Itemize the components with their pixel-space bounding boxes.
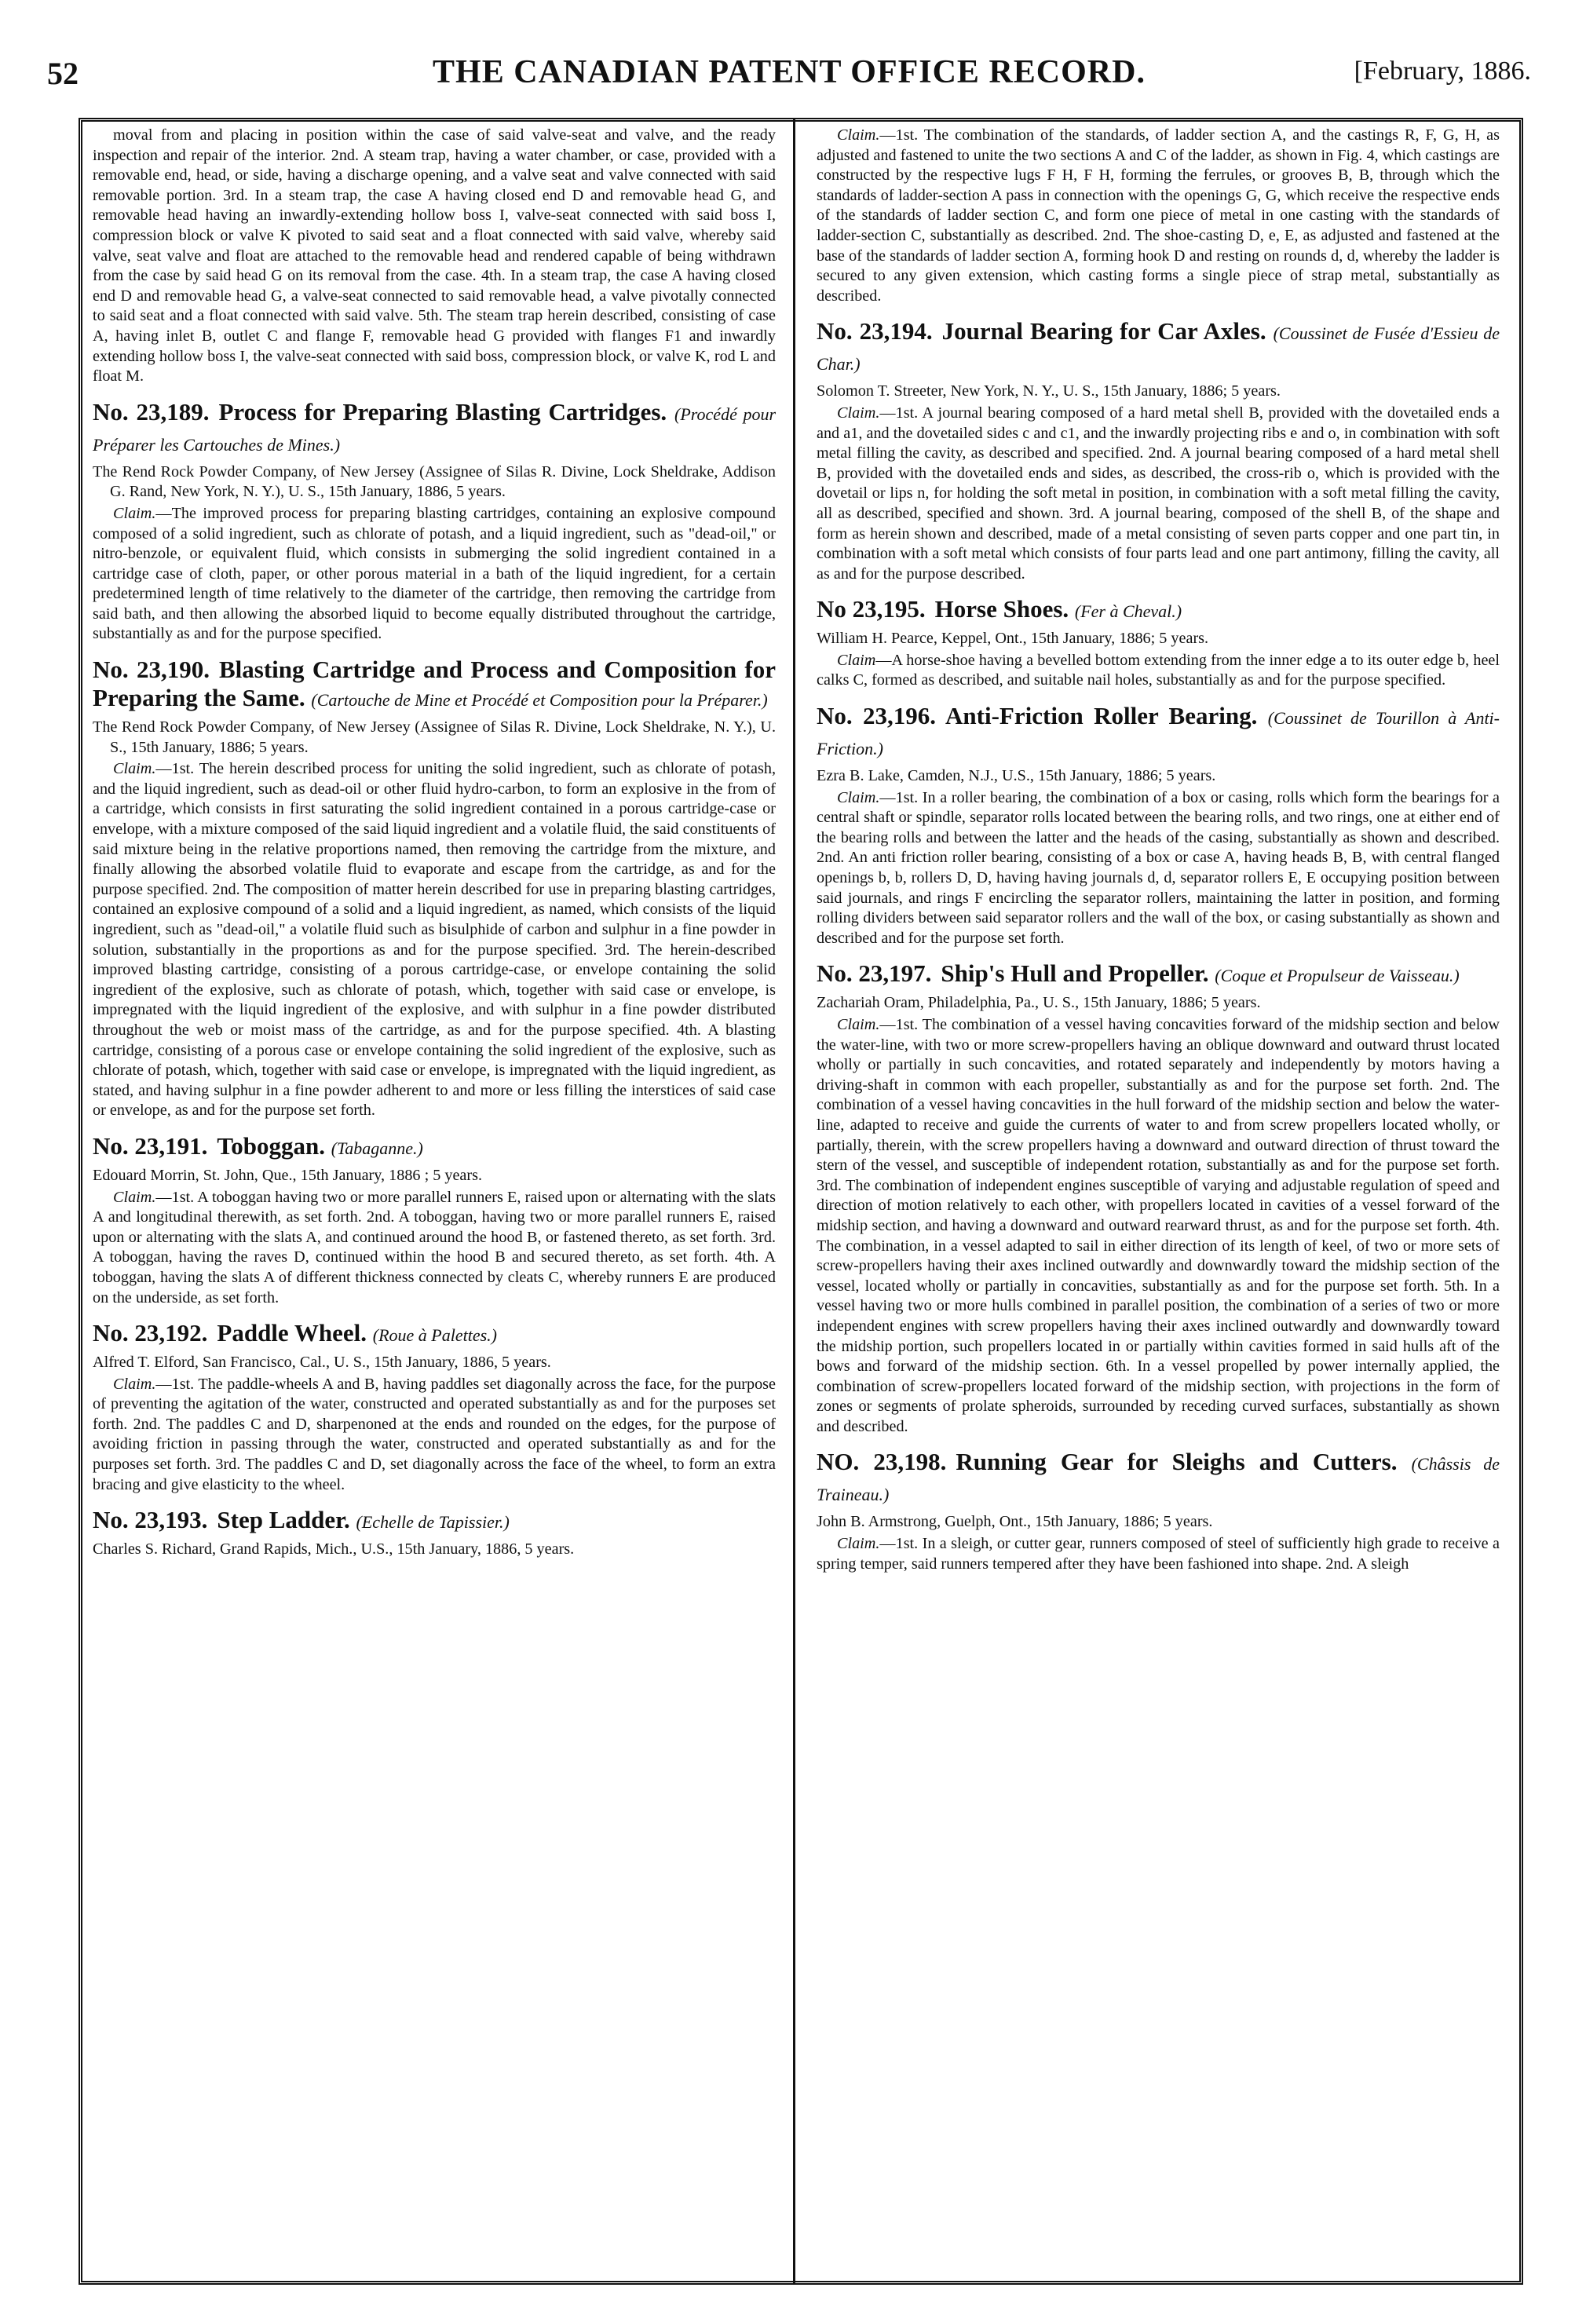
patentee-line: Solomon T. Streeter, New York, N. Y., U. S., 15th January, 1886; 5 years.: [817, 382, 1281, 400]
claim-paragraph: [817, 788, 1500, 949]
claim-text: —1st. The herein described process for uniting the solid ingredient, such as chlorate of potash, and the liquid ingredient, such as dead-oil or other fluid hydro-carbon, to form an explosive in the from of a cartridge, which consists in first saturating the solid ingredient contained in a porous cartridge-case or envelope, with a mixture composed of the said liquid ingredient and a volatile fluid, the said constituents of said mixture being in the relative proportions named, then removing the cartridge from the mixture, and finally allowing the absorbed volatile fluid to evaporate and escape from the cartridge, as and for the purpose specified. 2nd. The composition of matter herein described for use in preparing blasting cartridges, contained an explosive compound of a solid and a liquid ingredient, as named, which consists of the liquid ingredient, such as "dead-oil," a volatile fluid such as bisulphide of carbon and sulphur in a fine powder in solution, substantially in the proportions as and for the purpose specified. 3rd. The herein-described improved blasting cartridge, consisting of a porous cartridge-case, or envelope containing the solid ingredient of the explosive, such as chlorate of potash, which, together with said case or envelope, is impregnated with the liquid ingredient of the explosive, and with sulphur in a fine powder distributed throughout the web or moist mass of the cartridge, as and for the purpose specified. 4th. A blasting cartridge, consisting of a porous case or envelope containing the solid ingredient of the explosive, such as chlorate of potash, which, together with said case or envelope, is impregnated with the liquid ingredient, as stated, and having sulphur in a fine powder adherent to and more or less filling the interstices of said case or envelope, as and for the purpose set forth.: [93, 760, 776, 1120]
patent-number: No. 23,197.: [817, 959, 932, 988]
patent-title: Running Gear for Sleighs and Cutters.: [956, 1448, 1398, 1476]
claim-text: —A horse-shoe having a bevelled bottom extending from the inner edge a to its outer edge b, heel calks C, formed as described, and suitable nail holes, substantially as and for the purpose specified.: [817, 651, 1500, 689]
claim-text: —1st. The combination of a vessel having concavities forward of the midship section and below the water-line, with two or more screw-propellers having an oblique downward and outward thrust located wholly or partially in such concavities, and rotated separately and independently by motors having a driving-shaft in common with each propeller, substantially as and for the purpose set forth. 2nd. The combination of a vessel having concavities in the hull forward of the midship section and below the water-line, adapted to receive and guide the currents of water to and from screw propellers located wholly, or partially, therein, with the screw propellers having a downward and outward direction of thrust toward the stern of the vessel, and susceptible of independent rotation, substantially as and for the purpose set forth. 3rd. The combination of independent engines susceptible of varying and adjustable regulation of speed and direction of motion relatively to each other, with propellers located in cavities of a vessel forward of the midship section, and having a downward and outward rearward thrust, as and for the purpose set forth. 4th. The combination, in a vessel adapted to sail in either direction of its length of keel, of two or more sets of screw-propellers having their axes inclined outwardly and downwardly toward the midship section of the vessel, located wholly or partially in concavities, substantially as and for the purpose set forth. 5th. In a vessel having two or more hulls combined in parallel position, the combination of a series of two or more independent engines with screw propellers having their axes inclined outwardly and downwardly toward the midship portion, such propellers located in or partially within cavities formed in said hulls aft of the bows and forward of the midship section. 6th. In a vessel propelled by power internally applied, the combination of screw-propellers located forward of the midship section, with projections in the form of zones or segments of prolate spheroids, surrounded by receding curved surfaces, substantially as shown and described.: [817, 1016, 1500, 1435]
claim-text: —1st. The combination of the standards, of ladder section A, and the castings R, F, G, H, as adjusted and fastened to unite the two sections A and C of the ladder, as shown in Fig. 4, which castings are constructed by the respective lugs F H, F H, forming the ferrules, or grooves B, B, through which the standards of ladder-section A pass in connection with the openings G, G, which receive the respective ends of the standards of ladder section C, and form one piece of metal in one casting with the standards of ladder-section C, substantially as described. 2nd. The shoe-casting D, e, E, as adjusted and fastened at the base of the standards of ladder section A, forming hook D and resting on rounds d, d, whereby the ladder is secured to any given extension, which casting forms a single piece of strap metal, substantially as described.: [817, 126, 1500, 305]
left-entries: [93, 398, 776, 1560]
french-title: (Cartouche de Mine et Procédé et Composition pour la Préparer.): [311, 690, 768, 711]
patent-number: No. 23,196.: [817, 702, 937, 730]
claim-text: —1st. A journal bearing composed of a hard metal shell B, provided with the dovetailed ends a and a1, and the dovetailed sides c and c1, and the inwardly projecting ribs e and o, in combination with soft metal filling the cavity, as described and specified. 2nd. A journal bearing composed of a hard metal shell B, provided with the dovetailed ends and sides, as described, the cross-rib o, which is provided with the dovetail or lips n, for holding the soft metal in position, in combination with a soft metal filling the cavity, all as described, specified and shown. 3rd. A journal bearing, composed of the shell B, of the shape and form as herein shown and described, made of a metal consisting of seven parts copper and one part tin, in combination with a soft metal which consists of four parts lead and one part antimony, filling the cavity, all as and for the purpose described.: [817, 404, 1500, 583]
claim-paragraph: [817, 1015, 1500, 1437]
claim-label: Claim.: [837, 1535, 880, 1553]
french-title: (Coussinet de Tourillon à Anti-Friction.): [817, 708, 1500, 759]
right-column: [817, 126, 1500, 2277]
claim-paragraph: [93, 1375, 776, 1496]
patentee-line: The Rend Rock Powder Company, of New Jersey (Assignee of Silas R. Divine, Lock Sheldrake, N. Y.), U. S., 15th January, 1886; 5 years.: [93, 718, 776, 756]
claim-paragraph: [817, 651, 1500, 691]
patent-title: Blasting Cartridge and Process and Composition for Preparing the Same.: [93, 656, 776, 712]
claim-label: Claim.: [113, 1375, 156, 1393]
patent-entry: [93, 398, 776, 645]
patent-number: NO. 23,198.: [817, 1448, 947, 1476]
patent-heading: [817, 702, 1500, 763]
patent-title: Ship's Hull and Propeller.: [941, 959, 1209, 988]
patent-heading: [93, 398, 776, 459]
page-number: 52: [47, 56, 79, 91]
french-title: (Coussinet de Fusée d'Essieu de Char.): [817, 323, 1500, 375]
patent-entry: [817, 1448, 1500, 1574]
patent-number: No. 23,191.: [93, 1131, 208, 1160]
patent-heading: [93, 1132, 776, 1163]
patent-number: No. 23,189.: [93, 397, 210, 426]
patent-number: No. 23,190.: [93, 656, 210, 684]
patent-number: No. 23,192.: [93, 1319, 208, 1347]
patentee-line: The Rend Rock Powder Company, of New Jersey (Assignee of Silas R. Divine, Lock Sheldrake, Addison G. Rand, New York, N. Y.), U. S., 15th January, 1886, 5 years.: [93, 462, 776, 501]
patent-title: Process for Preparing Blasting Cartridges.: [218, 397, 667, 426]
patent-entry: [93, 1319, 776, 1495]
patent-entry: [817, 317, 1500, 584]
french-title: (Fer à Cheval.): [1074, 601, 1182, 622]
claim-text: —1st. In a roller bearing, the combination of a box or casing, rolls which form the bearings for a central shaft or spindle, separator rolls located between the bearing rolls, and two rings, one at either end of the bearing rolls and between the latter and the heads of the casing, substantially as shown and described. 2nd. An anti friction roller bearing, consisting of a box or case A, having heads B, B, with central flanged openings b, b, rollers D, D, having having journals d, d, separator rollers E, E occupying position between said journals, and rings F encircling the separator rollers, maintaining the latter in position, and forming rolling dividers between said separator rollers and the wall of the box, or casing substantially as shown and described and for the purpose set forth.: [817, 788, 1500, 947]
claim-label: Claim.: [837, 1016, 880, 1033]
claim-text: —The improved process for preparing blasting cartridges, containing an explosive compound composed of a solid ingredient, such as chlorate of potash, and a liquid ingredient, such as "dead-oil," or nitro-benzole, or equivalent fluid, which consists in submerging the solid ingredient contained in a cartridge case of cloth, paper, or other porous material in a bath of the liquid ingredient, for a certain predetermined length of time relatively to the diameter of the cartridge, then removing the cartridge from said bath, and then allowing the absorbed liquid to become equally distributed throughout the cartridge, substantially as and for the purpose specified.: [93, 504, 776, 643]
patent-entry: [93, 656, 776, 1121]
claim-label: Claim: [837, 651, 876, 669]
patent-heading: [817, 595, 1500, 626]
claim-label: Claim.: [837, 126, 880, 144]
french-title: (Châssis de Traineau.): [817, 1454, 1500, 1505]
patent-entry: [93, 1506, 776, 1560]
left-column: [93, 126, 776, 2277]
patent-title: Paddle Wheel.: [217, 1319, 367, 1347]
issue-date: [February, 1886.: [1354, 57, 1531, 86]
french-title: (Roue à Palettes.): [372, 1325, 497, 1346]
claim-label: Claim.: [837, 788, 880, 806]
french-title: (Procédé pour Préparer les Cartouches de Mines.): [93, 404, 776, 455]
continuation-text: [817, 126, 1500, 306]
claim-text: —1st. In a sleigh, or cutter gear, runners composed of steel of sufficiently high grade to receive a spring temper, said runners tempered after they have been fashioned into shape. 2nd. A sleigh: [817, 1535, 1500, 1573]
french-title: (Echelle de Tapissier.): [356, 1512, 510, 1533]
claim-paragraph: [817, 1534, 1500, 1574]
patent-title: Step Ladder.: [217, 1506, 350, 1534]
patent-heading: [93, 1319, 776, 1350]
patentee-line: Zachariah Oram, Philadelphia, Pa., U. S., 15th January, 1886; 5 years.: [817, 994, 1261, 1012]
continuation-text: moval from and placing in position within the case of said valve-seat and valve, and the ready inspection and repair of the interior. 2nd. A steam trap, having a water chamber, or case, provided with a removable end, head, or side, having a discharge opening, and a valve seat and valve connected with said removable portion. 3rd. In a steam trap, the case A having closed end D and removable head G, and removable head having an inwardly-extending hollow boss I, valve-seat connected with said boss I, compression block or valve K pivoted to said seat and a float connected with said valve, whereby said valve, seat valve and float are attached to the removable head and rendered capable of being withdrawn from the case by said head G on its removal from the case. 4th. In a steam trap, the case A having closed end D and removable head G, a valve-seat connected to said removable head, a valve pivotally connected to said seat and a float connected with said valve. 5th. The steam trap herein described, consisting of case A, having inlet B, outlet C and flange F, removable head G provided with flanges F1 and inwardly extending hollow boss I, the valve-seat connected with said boss, compression block, or valve K, rod L and float M.: [93, 126, 776, 386]
right-entries: [817, 317, 1500, 1574]
claim-paragraph: [93, 1188, 776, 1309]
patentee-line: John B. Armstrong, Guelph, Ont., 15th January, 1886; 5 years.: [817, 1513, 1213, 1531]
patent-heading: [93, 656, 776, 714]
patent-entry: [817, 595, 1500, 691]
claim-text: —1st. A toboggan having two or more parallel runners E, raised upon or alternating with the slats A and longitudinal therewith, as set forth. 2nd. A toboggan, having two or more parallel runners E, raised upon or alternating with the slats A, and continued around the hood B, or fastened thereto, as set forth. 3rd. A toboggan, having the raves D, continued within the hood B and secured thereto, as set forth. 4th. A toboggan, having the slats A of different thickness connected by cleats C, whereby runners E are produced on the underside, as set forth.: [93, 1188, 776, 1306]
claim-label: Claim.: [113, 760, 156, 778]
patent-heading: [817, 317, 1500, 378]
patent-entry: [817, 702, 1500, 948]
patent-title: Anti-Friction Roller Bearing.: [945, 702, 1258, 730]
patentee-line: Alfred T. Elford, San Francisco, Cal., U. S., 15th January, 1886, 5 years.: [93, 1354, 551, 1372]
patentee-line: Charles S. Richard, Grand Rapids, Mich., U.S., 15th January, 1886, 5 years.: [93, 1540, 575, 1558]
page-header: [47, 47, 1531, 102]
patent-heading: [817, 1448, 1500, 1509]
french-title: (Tabaganne.): [331, 1138, 423, 1158]
patent-title: Journal Bearing for Car Axles.: [941, 317, 1266, 345]
claim-label: Claim.: [113, 1188, 156, 1206]
column-divider: [793, 119, 795, 2283]
french-title: (Coque et Propulseur de Vaisseau.): [1215, 966, 1460, 986]
patent-heading: [817, 959, 1500, 990]
patent-title: Toboggan.: [217, 1131, 325, 1160]
patent-number: No 23,195.: [817, 595, 926, 623]
patent-number: No. 23,193.: [93, 1506, 208, 1534]
claim-paragraph: [817, 404, 1500, 584]
claim-text: —1st. The paddle-wheels A and B, having paddles set diagonally across the face, for the purpose of preventing the agitation of the water, constructed and operated substantially as and for the purposes set forth. 2nd. The paddles C and D, sharpenoned at the ends and rounded on the edges, for the purpose of avoiding friction in passing through the water, constructed and operated substantially as and for the purposes set forth. 3rd. The paddles C and D, set diagonally across the face of the wheel, to form an extra bracing and give elasticity to the wheel.: [93, 1375, 776, 1493]
patent-title: Horse Shoes.: [934, 595, 1069, 623]
claim-paragraph: [93, 759, 776, 1121]
page-title: THE CANADIAN PATENT OFFICE RECORD.: [433, 54, 1146, 90]
patent-entry: [93, 1132, 776, 1308]
patent-number: No. 23,194.: [817, 317, 933, 345]
patentee-line: Edouard Morrin, St. John, Que., 15th January, 1886 ; 5 years.: [93, 1166, 483, 1184]
patentee-line: William H. Pearce, Keppel, Ont., 15th January, 1886; 5 years.: [817, 630, 1209, 648]
claim-paragraph: [93, 504, 776, 645]
patent-entry: [817, 959, 1500, 1437]
patent-heading: [93, 1506, 776, 1537]
patentee-line: Ezra B. Lake, Camden, N.J., U.S., 15th January, 1886; 5 years.: [817, 767, 1216, 785]
claim-label: Claim.: [113, 504, 156, 522]
claim-label: Claim.: [837, 404, 880, 422]
